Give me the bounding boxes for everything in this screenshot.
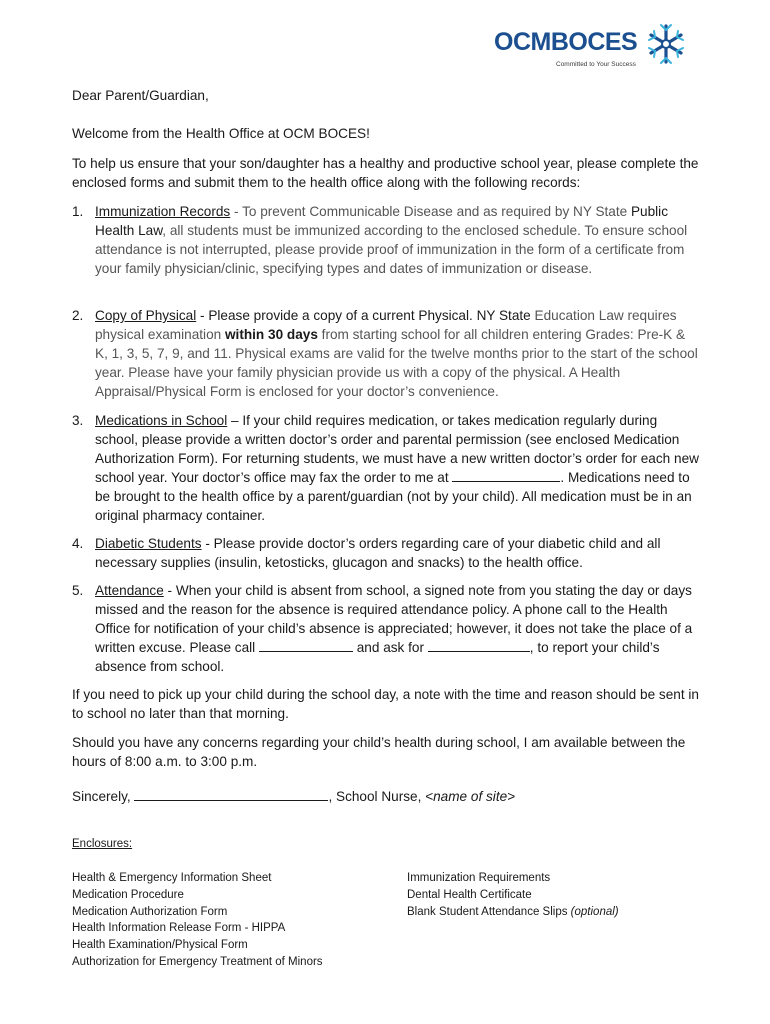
enclosure-item: Medication Authorization Form bbox=[72, 905, 228, 918]
item-text: - When your child is absent from school, a signed note from you stating the day or days missed and the reason for the absence is required attendance policy. A phone call to the Health Office for notification of your child’s absence is appreciated; however, it does not take the place of a written excuse. Please call bbox=[95, 583, 693, 655]
enclosure-item: Medication Procedure bbox=[72, 888, 184, 901]
enclosure-item: Authorization for Emergency Treatment of Minors bbox=[72, 955, 323, 968]
item-text: . Medications need to be brought to the health office by a parent/guardian (not by your child). All medication must be in an original pharmacy container. bbox=[95, 470, 692, 523]
logo-boces: BOCES bbox=[550, 28, 638, 56]
list-item-diabetic bbox=[72, 534, 702, 572]
snowflake-icon bbox=[646, 20, 686, 68]
signature-blank[interactable] bbox=[134, 788, 328, 801]
enclosures-left-list bbox=[72, 870, 323, 971]
item-title: Diabetic Students bbox=[95, 536, 202, 551]
contact-name-blank[interactable] bbox=[428, 639, 530, 652]
logo-tagline: Committed to Your Success bbox=[556, 61, 636, 68]
pickup-paragraph: If you need to pick up your child during the school day, a note with the time and reason should be sent in to school no later than that morning. bbox=[72, 687, 699, 721]
fax-number-blank[interactable] bbox=[452, 469, 560, 482]
list-item-immunization bbox=[72, 202, 702, 296]
nurse-role-text: , School Nurse, bbox=[328, 789, 426, 804]
list-body bbox=[95, 411, 701, 525]
list-body bbox=[95, 306, 701, 401]
item-text: Education Law requires physical examination bbox=[95, 308, 677, 342]
list-item-physical bbox=[72, 306, 702, 400]
sincerely-text: Sincerely, bbox=[72, 789, 135, 804]
list-body bbox=[95, 202, 701, 278]
ocm-boces-logo bbox=[494, 18, 694, 72]
list-number: 5. bbox=[72, 583, 84, 598]
item-text: - To prevent Communicable Disease and as required by NY State bbox=[230, 204, 631, 219]
item-text: from starting school for all children entering Grades: Pre-K & K, 1, 3, 5, 7, 9, and 11. Physical exams are valid for the twelve months prior to the start of the school year. Please have your family physician provide us with a copy of the physical. A Health Appraisal/Physical Form is enclosed for your doctor’s convenience. bbox=[95, 327, 698, 399]
list-item-attendance bbox=[72, 581, 702, 677]
item-text: - Please provide a copy of a current Physical. NY State bbox=[196, 308, 535, 323]
concerns-paragraph: Should you have any concerns regarding your child’s health during school, I am available between the hours of 8:00 a.m. to 3:00 p.m. bbox=[72, 735, 686, 769]
logo-wordmark bbox=[494, 28, 637, 57]
logo-ocm: OCM bbox=[494, 28, 551, 56]
enclosure-item-text: Blank Student Attendance Slips bbox=[407, 905, 571, 918]
item-text: , to report your child’s absence from school. bbox=[95, 640, 660, 674]
phone-number-blank[interactable] bbox=[259, 639, 353, 652]
enclosures-right-list bbox=[407, 870, 619, 920]
enclosure-item: Health Information Release Form - HIPPA bbox=[72, 922, 286, 935]
enclosure-item: Immunization Requirements bbox=[407, 872, 551, 884]
enclosure-item bbox=[407, 904, 619, 921]
list-number: 3. bbox=[72, 413, 84, 428]
list-number: 1. bbox=[72, 204, 84, 219]
item-text: , all students must be immunized according to the enclosed schedule. To ensure school attendance is not interrupted, please provide proof of immunization in the form of a certificate from your family physician/clinic, specifying types and dates of immunization or disease. bbox=[95, 223, 688, 276]
item-text-emph: Public Health Law bbox=[95, 204, 668, 238]
item-text-bold: within 30 days bbox=[224, 327, 318, 342]
site-name-placeholder: <name of site> bbox=[425, 789, 516, 804]
greeting: Dear Parent/Guardian, bbox=[72, 88, 209, 103]
list-item-medications bbox=[72, 411, 702, 525]
intro-paragraph: To help us ensure that your son/daughter has a healthy and productive school year, please complete the enclosed forms and submit them to the health office along with the following records: bbox=[72, 156, 699, 190]
item-title: Copy of Physical bbox=[95, 308, 197, 323]
closing-line bbox=[72, 787, 702, 806]
item-title: Immunization Records bbox=[95, 204, 231, 219]
item-text: and ask for bbox=[352, 640, 428, 655]
enclosures-title: Enclosures: bbox=[72, 838, 133, 850]
list-number: 4. bbox=[72, 536, 84, 551]
item-title: Medications in School bbox=[95, 413, 228, 428]
list-body bbox=[95, 581, 701, 676]
item-title: Attendance bbox=[95, 583, 164, 598]
optional-note: (optional) bbox=[570, 905, 619, 918]
list-number: 2. bbox=[72, 308, 84, 323]
enclosure-item: Health Examination/Physical Form bbox=[72, 939, 248, 952]
item-text: – If your child requires medication, or takes medication regularly during school, please provide a written doctor’s order and parental permission (see enclosed Medication Authorization Form). For returning students, we must have a new written doctor’s order for each new school year. Your doctor’s office may fax the order to me at bbox=[95, 413, 699, 485]
list-body bbox=[95, 534, 701, 572]
item-text: - Please provide doctor’s orders regarding care of your diabetic child and all necessary supplies (insulin, ketosticks, glucagon and snacks) to the health office. bbox=[95, 536, 661, 570]
welcome-line: Welcome from the Health Office at OCM BOCES! bbox=[72, 126, 370, 141]
enclosure-item: Dental Health Certificate bbox=[407, 888, 532, 901]
enclosure-item: Health & Emergency Information Sheet bbox=[72, 872, 272, 884]
